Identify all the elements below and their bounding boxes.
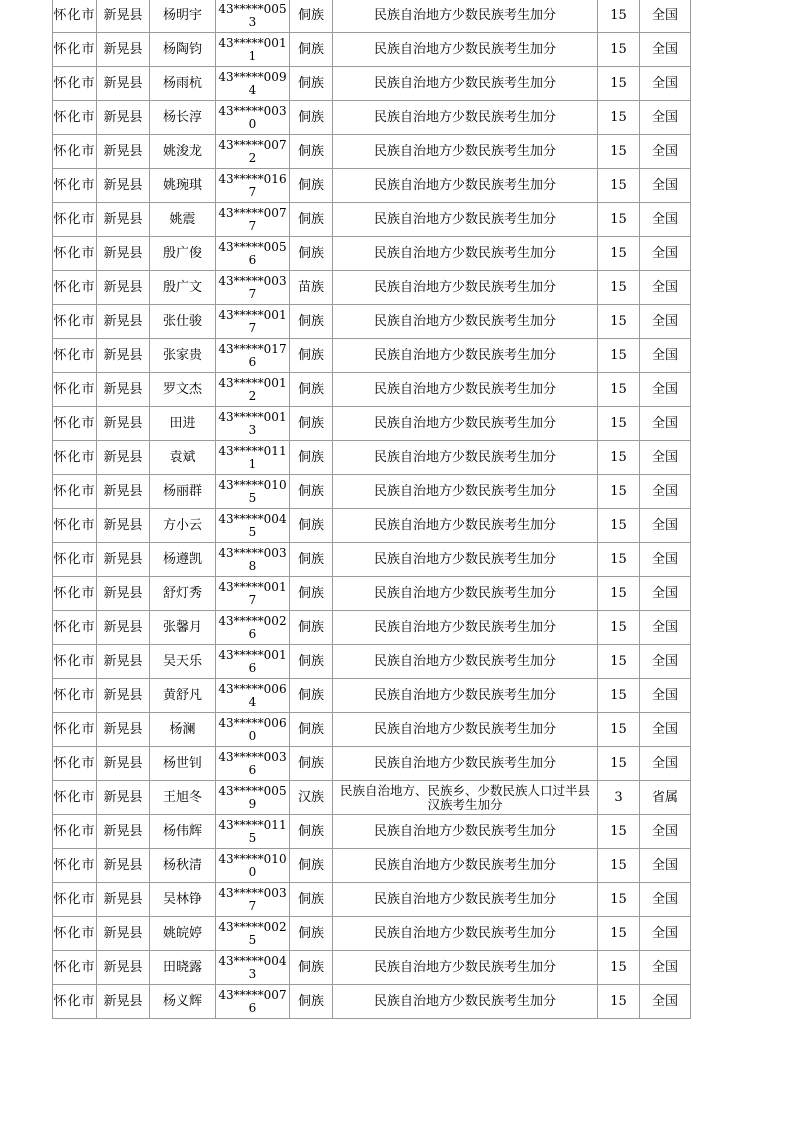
- id-cell: 43*****0056: [216, 237, 290, 271]
- points-cell: 15: [598, 67, 640, 101]
- ethnicity-cell: 汉族: [290, 781, 333, 815]
- city-cell: 怀化市: [53, 33, 97, 67]
- city-cell: 怀化市: [53, 951, 97, 985]
- id-cell: 43*****0011: [216, 33, 290, 67]
- bonus-points-table: [52, 0, 691, 1019]
- ethnicity-cell: 侗族: [290, 237, 333, 271]
- ethnicity-cell: 侗族: [290, 373, 333, 407]
- scope-cell: 全国: [640, 237, 691, 271]
- city-cell: 怀化市: [53, 203, 97, 237]
- county-cell: 新晃县: [97, 917, 150, 951]
- county-cell: 新晃县: [97, 135, 150, 169]
- name-cell: 张仕骏: [150, 305, 216, 339]
- scope-cell: 全国: [640, 611, 691, 645]
- city-cell: 怀化市: [53, 67, 97, 101]
- name-cell: 姚皖婷: [150, 917, 216, 951]
- scope-cell: 全国: [640, 135, 691, 169]
- city-cell: 怀化市: [53, 339, 97, 373]
- points-cell: 15: [598, 679, 640, 713]
- table-row: [53, 203, 691, 237]
- name-cell: 姚琬琪: [150, 169, 216, 203]
- table-row: [53, 305, 691, 339]
- county-cell: 新晃县: [97, 0, 150, 33]
- scope-cell: 全国: [640, 169, 691, 203]
- scope-cell: 全国: [640, 101, 691, 135]
- county-cell: 新晃县: [97, 849, 150, 883]
- item-cell: 民族自治地方少数民族考生加分: [333, 475, 598, 509]
- ethnicity-cell: 侗族: [290, 203, 333, 237]
- city-cell: 怀化市: [53, 101, 97, 135]
- city-cell: 怀化市: [53, 0, 97, 33]
- city-cell: 怀化市: [53, 815, 97, 849]
- scope-cell: 全国: [640, 577, 691, 611]
- points-cell: 15: [598, 101, 640, 135]
- county-cell: 新晃县: [97, 475, 150, 509]
- item-cell: 民族自治地方少数民族考生加分: [333, 101, 598, 135]
- points-cell: 15: [598, 985, 640, 1019]
- name-cell: 杨丽群: [150, 475, 216, 509]
- points-cell: 15: [598, 645, 640, 679]
- item-cell: 民族自治地方少数民族考生加分: [333, 441, 598, 475]
- table-row: [53, 611, 691, 645]
- table-row: [53, 33, 691, 67]
- city-cell: 怀化市: [53, 611, 97, 645]
- name-cell: 王旭冬: [150, 781, 216, 815]
- city-cell: 怀化市: [53, 475, 97, 509]
- city-cell: 怀化市: [53, 373, 97, 407]
- ethnicity-cell: 侗族: [290, 509, 333, 543]
- item-cell: 民族自治地方少数民族考生加分: [333, 713, 598, 747]
- scope-cell: 全国: [640, 645, 691, 679]
- name-cell: 姚震: [150, 203, 216, 237]
- table-row: [53, 645, 691, 679]
- id-cell: 43*****0105: [216, 475, 290, 509]
- table-row: [53, 67, 691, 101]
- county-cell: 新晃县: [97, 203, 150, 237]
- county-cell: 新晃县: [97, 679, 150, 713]
- name-cell: 田进: [150, 407, 216, 441]
- name-cell: 张馨月: [150, 611, 216, 645]
- id-cell: 43*****0094: [216, 67, 290, 101]
- table-row: [53, 509, 691, 543]
- points-cell: 15: [598, 577, 640, 611]
- city-cell: 怀化市: [53, 169, 97, 203]
- ethnicity-cell: 侗族: [290, 33, 333, 67]
- county-cell: 新晃县: [97, 271, 150, 305]
- item-cell: 民族自治地方少数民族考生加分: [333, 135, 598, 169]
- name-cell: 黄舒凡: [150, 679, 216, 713]
- city-cell: 怀化市: [53, 679, 97, 713]
- ethnicity-cell: 侗族: [290, 883, 333, 917]
- scope-cell: 全国: [640, 713, 691, 747]
- id-cell: 43*****0064: [216, 679, 290, 713]
- name-cell: 杨遵凯: [150, 543, 216, 577]
- name-cell: 殷广俊: [150, 237, 216, 271]
- id-cell: 43*****0037: [216, 883, 290, 917]
- points-cell: 15: [598, 543, 640, 577]
- name-cell: 方小云: [150, 509, 216, 543]
- id-cell: 43*****0077: [216, 203, 290, 237]
- table-row: [53, 917, 691, 951]
- name-cell: 吴天乐: [150, 645, 216, 679]
- ethnicity-cell: 侗族: [290, 815, 333, 849]
- scope-cell: 全国: [640, 339, 691, 373]
- name-cell: 杨世钊: [150, 747, 216, 781]
- city-cell: 怀化市: [53, 577, 97, 611]
- table-row: [53, 441, 691, 475]
- points-cell: 15: [598, 917, 640, 951]
- name-cell: 殷广文: [150, 271, 216, 305]
- id-cell: 43*****0176: [216, 339, 290, 373]
- ethnicity-cell: 侗族: [290, 679, 333, 713]
- name-cell: 袁斌: [150, 441, 216, 475]
- ethnicity-cell: 侗族: [290, 611, 333, 645]
- ethnicity-cell: 侗族: [290, 169, 333, 203]
- county-cell: 新晃县: [97, 985, 150, 1019]
- ethnicity-cell: 侗族: [290, 101, 333, 135]
- scope-cell: 全国: [640, 0, 691, 33]
- name-cell: 杨秋清: [150, 849, 216, 883]
- item-cell: 民族自治地方少数民族考生加分: [333, 679, 598, 713]
- city-cell: 怀化市: [53, 271, 97, 305]
- scope-cell: 省属: [640, 781, 691, 815]
- points-cell: 15: [598, 339, 640, 373]
- id-cell: 43*****0036: [216, 747, 290, 781]
- id-cell: 43*****0059: [216, 781, 290, 815]
- name-cell: 姚浚龙: [150, 135, 216, 169]
- points-cell: 15: [598, 849, 640, 883]
- county-cell: 新晃县: [97, 237, 150, 271]
- ethnicity-cell: 侗族: [290, 747, 333, 781]
- name-cell: 吴林铮: [150, 883, 216, 917]
- points-cell: 15: [598, 475, 640, 509]
- county-cell: 新晃县: [97, 509, 150, 543]
- ethnicity-cell: 侗族: [290, 441, 333, 475]
- city-cell: 怀化市: [53, 543, 97, 577]
- scope-cell: 全国: [640, 815, 691, 849]
- table-row: [53, 985, 691, 1019]
- city-cell: 怀化市: [53, 237, 97, 271]
- points-cell: 3: [598, 781, 640, 815]
- item-cell: 民族自治地方少数民族考生加分: [333, 271, 598, 305]
- name-cell: 杨明宇: [150, 0, 216, 33]
- points-cell: 15: [598, 0, 640, 33]
- item-cell: 民族自治地方少数民族考生加分: [333, 237, 598, 271]
- name-cell: 杨陶钧: [150, 33, 216, 67]
- ethnicity-cell: 侗族: [290, 543, 333, 577]
- city-cell: 怀化市: [53, 407, 97, 441]
- city-cell: 怀化市: [53, 883, 97, 917]
- scope-cell: 全国: [640, 951, 691, 985]
- id-cell: 43*****0012: [216, 373, 290, 407]
- table-row: [53, 373, 691, 407]
- county-cell: 新晃县: [97, 373, 150, 407]
- county-cell: 新晃县: [97, 339, 150, 373]
- ethnicity-cell: 侗族: [290, 407, 333, 441]
- county-cell: 新晃县: [97, 781, 150, 815]
- item-cell: 民族自治地方少数民族考生加分: [333, 373, 598, 407]
- table-row: [53, 0, 691, 33]
- city-cell: 怀化市: [53, 135, 97, 169]
- scope-cell: 全国: [640, 543, 691, 577]
- scope-cell: 全国: [640, 373, 691, 407]
- name-cell: 杨长淳: [150, 101, 216, 135]
- name-cell: 杨雨杭: [150, 67, 216, 101]
- scope-cell: 全国: [640, 67, 691, 101]
- scope-cell: 全国: [640, 679, 691, 713]
- county-cell: 新晃县: [97, 645, 150, 679]
- county-cell: 新晃县: [97, 407, 150, 441]
- county-cell: 新晃县: [97, 441, 150, 475]
- points-cell: 15: [598, 883, 640, 917]
- id-cell: 43*****0060: [216, 713, 290, 747]
- county-cell: 新晃县: [97, 33, 150, 67]
- ethnicity-cell: 侗族: [290, 951, 333, 985]
- city-cell: 怀化市: [53, 509, 97, 543]
- ethnicity-cell: 侗族: [290, 713, 333, 747]
- item-cell: 民族自治地方少数民族考生加分: [333, 883, 598, 917]
- item-cell: 民族自治地方少数民族考生加分: [333, 985, 598, 1019]
- points-cell: 15: [598, 509, 640, 543]
- ethnicity-cell: 侗族: [290, 339, 333, 373]
- table-row: [53, 475, 691, 509]
- county-cell: 新晃县: [97, 169, 150, 203]
- id-cell: 43*****0072: [216, 135, 290, 169]
- id-cell: 43*****0017: [216, 305, 290, 339]
- city-cell: 怀化市: [53, 849, 97, 883]
- table-row: [53, 407, 691, 441]
- county-cell: 新晃县: [97, 713, 150, 747]
- city-cell: 怀化市: [53, 305, 97, 339]
- item-cell: 民族自治地方少数民族考生加分: [333, 509, 598, 543]
- ethnicity-cell: 侗族: [290, 985, 333, 1019]
- county-cell: 新晃县: [97, 883, 150, 917]
- table-row: [53, 543, 691, 577]
- id-cell: 43*****0016: [216, 645, 290, 679]
- table-row: [53, 169, 691, 203]
- scope-cell: 全国: [640, 747, 691, 781]
- county-cell: 新晃县: [97, 305, 150, 339]
- points-cell: 15: [598, 305, 640, 339]
- scope-cell: 全国: [640, 407, 691, 441]
- item-cell: 民族自治地方少数民族考生加分: [333, 917, 598, 951]
- scope-cell: 全国: [640, 917, 691, 951]
- county-cell: 新晃县: [97, 951, 150, 985]
- county-cell: 新晃县: [97, 577, 150, 611]
- id-cell: 43*****0167: [216, 169, 290, 203]
- city-cell: 怀化市: [53, 747, 97, 781]
- table-row: [53, 271, 691, 305]
- county-cell: 新晃县: [97, 611, 150, 645]
- item-cell: 民族自治地方少数民族考生加分: [333, 611, 598, 645]
- ethnicity-cell: 侗族: [290, 475, 333, 509]
- item-cell: 民族自治地方少数民族考生加分: [333, 849, 598, 883]
- table-row: [53, 577, 691, 611]
- table-row: [53, 951, 691, 985]
- table-row: [53, 849, 691, 883]
- table-row: [53, 747, 691, 781]
- points-cell: 15: [598, 611, 640, 645]
- points-cell: 15: [598, 271, 640, 305]
- table-row: [53, 237, 691, 271]
- id-cell: 43*****0038: [216, 543, 290, 577]
- ethnicity-cell: 苗族: [290, 271, 333, 305]
- id-cell: 43*****0111: [216, 441, 290, 475]
- points-cell: 15: [598, 951, 640, 985]
- item-cell: 民族自治地方少数民族考生加分: [333, 407, 598, 441]
- ethnicity-cell: 侗族: [290, 135, 333, 169]
- city-cell: 怀化市: [53, 441, 97, 475]
- county-cell: 新晃县: [97, 543, 150, 577]
- item-cell: 民族自治地方少数民族考生加分: [333, 645, 598, 679]
- id-cell: 43*****0025: [216, 917, 290, 951]
- scope-cell: 全国: [640, 271, 691, 305]
- item-cell: 民族自治地方少数民族考生加分: [333, 0, 598, 33]
- ethnicity-cell: 侗族: [290, 645, 333, 679]
- ethnicity-cell: 侗族: [290, 849, 333, 883]
- item-cell: 民族自治地方少数民族考生加分: [333, 305, 598, 339]
- points-cell: 15: [598, 237, 640, 271]
- city-cell: 怀化市: [53, 917, 97, 951]
- table-row: [53, 679, 691, 713]
- id-cell: 43*****0043: [216, 951, 290, 985]
- table-body: [53, 0, 691, 1019]
- ethnicity-cell: 侗族: [290, 67, 333, 101]
- city-cell: 怀化市: [53, 985, 97, 1019]
- item-cell: 民族自治地方少数民族考生加分: [333, 577, 598, 611]
- city-cell: 怀化市: [53, 645, 97, 679]
- county-cell: 新晃县: [97, 67, 150, 101]
- item-cell: 民族自治地方少数民族考生加分: [333, 169, 598, 203]
- ethnicity-cell: 侗族: [290, 577, 333, 611]
- points-cell: 15: [598, 747, 640, 781]
- item-cell: 民族自治地方少数民族考生加分: [333, 67, 598, 101]
- name-cell: 舒灯秀: [150, 577, 216, 611]
- id-cell: 43*****0053: [216, 0, 290, 33]
- ethnicity-cell: 侗族: [290, 305, 333, 339]
- name-cell: 杨澜: [150, 713, 216, 747]
- points-cell: 15: [598, 33, 640, 67]
- item-cell: 民族自治地方少数民族考生加分: [333, 33, 598, 67]
- item-cell: 民族自治地方少数民族考生加分: [333, 815, 598, 849]
- points-cell: 15: [598, 373, 640, 407]
- item-cell: 民族自治地方少数民族考生加分: [333, 543, 598, 577]
- item-cell: 民族自治地方少数民族考生加分: [333, 339, 598, 373]
- points-cell: 15: [598, 815, 640, 849]
- scope-cell: 全国: [640, 305, 691, 339]
- name-cell: 杨义辉: [150, 985, 216, 1019]
- table-row: [53, 815, 691, 849]
- id-cell: 43*****0045: [216, 509, 290, 543]
- scope-cell: 全国: [640, 441, 691, 475]
- points-cell: 15: [598, 203, 640, 237]
- table-row: [53, 339, 691, 373]
- table-row: [53, 713, 691, 747]
- table-row: [53, 781, 691, 815]
- county-cell: 新晃县: [97, 815, 150, 849]
- county-cell: 新晃县: [97, 101, 150, 135]
- item-cell: 民族自治地方少数民族考生加分: [333, 747, 598, 781]
- points-cell: 15: [598, 135, 640, 169]
- ethnicity-cell: 侗族: [290, 0, 333, 33]
- name-cell: 田晓露: [150, 951, 216, 985]
- id-cell: 43*****0013: [216, 407, 290, 441]
- points-cell: 15: [598, 407, 640, 441]
- scope-cell: 全国: [640, 475, 691, 509]
- scope-cell: 全国: [640, 203, 691, 237]
- name-cell: 罗文杰: [150, 373, 216, 407]
- scope-cell: 全国: [640, 509, 691, 543]
- id-cell: 43*****0100: [216, 849, 290, 883]
- scope-cell: 全国: [640, 985, 691, 1019]
- table-row: [53, 101, 691, 135]
- table-row: [53, 135, 691, 169]
- id-cell: 43*****0115: [216, 815, 290, 849]
- county-cell: 新晃县: [97, 747, 150, 781]
- item-cell: 民族自治地方少数民族考生加分: [333, 951, 598, 985]
- name-cell: 张家贵: [150, 339, 216, 373]
- item-cell: 民族自治地方少数民族考生加分: [333, 203, 598, 237]
- table-row: [53, 883, 691, 917]
- scope-cell: 全国: [640, 883, 691, 917]
- name-cell: 杨伟辉: [150, 815, 216, 849]
- points-cell: 15: [598, 169, 640, 203]
- points-cell: 15: [598, 441, 640, 475]
- id-cell: 43*****0017: [216, 577, 290, 611]
- item-cell: 民族自治地方、民族乡、少数民族人口过半县汉族考生加分: [333, 781, 598, 815]
- scope-cell: 全国: [640, 33, 691, 67]
- city-cell: 怀化市: [53, 781, 97, 815]
- ethnicity-cell: 侗族: [290, 917, 333, 951]
- id-cell: 43*****0030: [216, 101, 290, 135]
- id-cell: 43*****0037: [216, 271, 290, 305]
- points-cell: 15: [598, 713, 640, 747]
- scope-cell: 全国: [640, 849, 691, 883]
- id-cell: 43*****0076: [216, 985, 290, 1019]
- id-cell: 43*****0026: [216, 611, 290, 645]
- city-cell: 怀化市: [53, 713, 97, 747]
